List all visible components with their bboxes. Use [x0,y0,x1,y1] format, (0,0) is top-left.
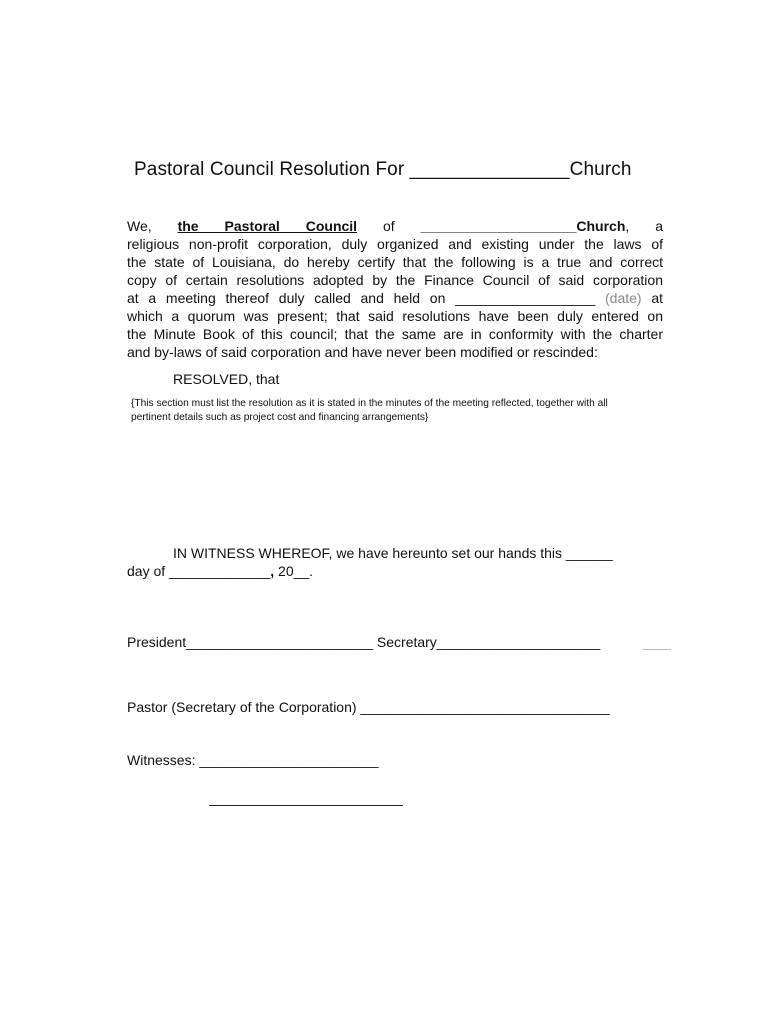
day-of-blank: day of _____________ [127,563,271,579]
instruction-note [131,397,608,425]
para-line-3: the state of Louisiana, do hereby certify that the following is a true and correct [127,254,663,270]
text-at: at [651,290,663,306]
text-of: of [383,218,395,234]
text-we: We, [127,218,152,234]
para-line-7: the Minute Book of this council; that the same are in conformity with the charter [127,326,663,342]
pastor-signature: Pastor (Secretary of the Corporation) ________________________________ [127,699,610,715]
resolved-text: RESOLVED, that [173,371,280,387]
para-line-5 [127,289,663,307]
certification-paragraph [127,217,663,361]
para-line-8: and by-laws of said corporation and have never been modified or rescinded: [127,344,598,360]
note-line-1: {This section must list the resolution as it is stated in the minutes of the meeting reflected, together with all [131,398,608,409]
para-line-6: which a quorum was present; that said resolutions have been duly entered on [127,308,663,324]
document-title: Pastoral Council Resolution For _______________Church [134,159,632,180]
note-line-2: pertinent details such as project cost and financing arrangements} [131,412,429,423]
para-line-2: religious non-profit corporation, duly organized and existing under the laws of [127,236,663,252]
witness-date-line [127,563,313,579]
para-line-1 [127,217,663,235]
council-name: the Pastoral Council [177,218,358,234]
president-secretary-signatures: President________________________ Secretary_____________________ [127,634,601,650]
text-a: , a [625,218,664,234]
witnesses-signature: Witnesses: _______________________ [127,752,379,768]
trailing-rule [643,649,671,650]
text-held-on: at a meeting thereof duly called and held on [127,290,446,306]
church-blank: ____________________Church [420,218,626,234]
witness-statement: IN WITNESS WHEREOF, we have hereunto set our hands this ______ [173,545,613,561]
comma: , [270,563,275,579]
year-blank: 20__. [274,563,314,579]
second-witness-line [209,805,403,806]
date-hint: (date) [605,290,642,306]
para-line-4: copy of certain resolutions adopted by the Finance Council of said corporation [127,272,663,288]
date-blank: __________________ [455,290,596,306]
